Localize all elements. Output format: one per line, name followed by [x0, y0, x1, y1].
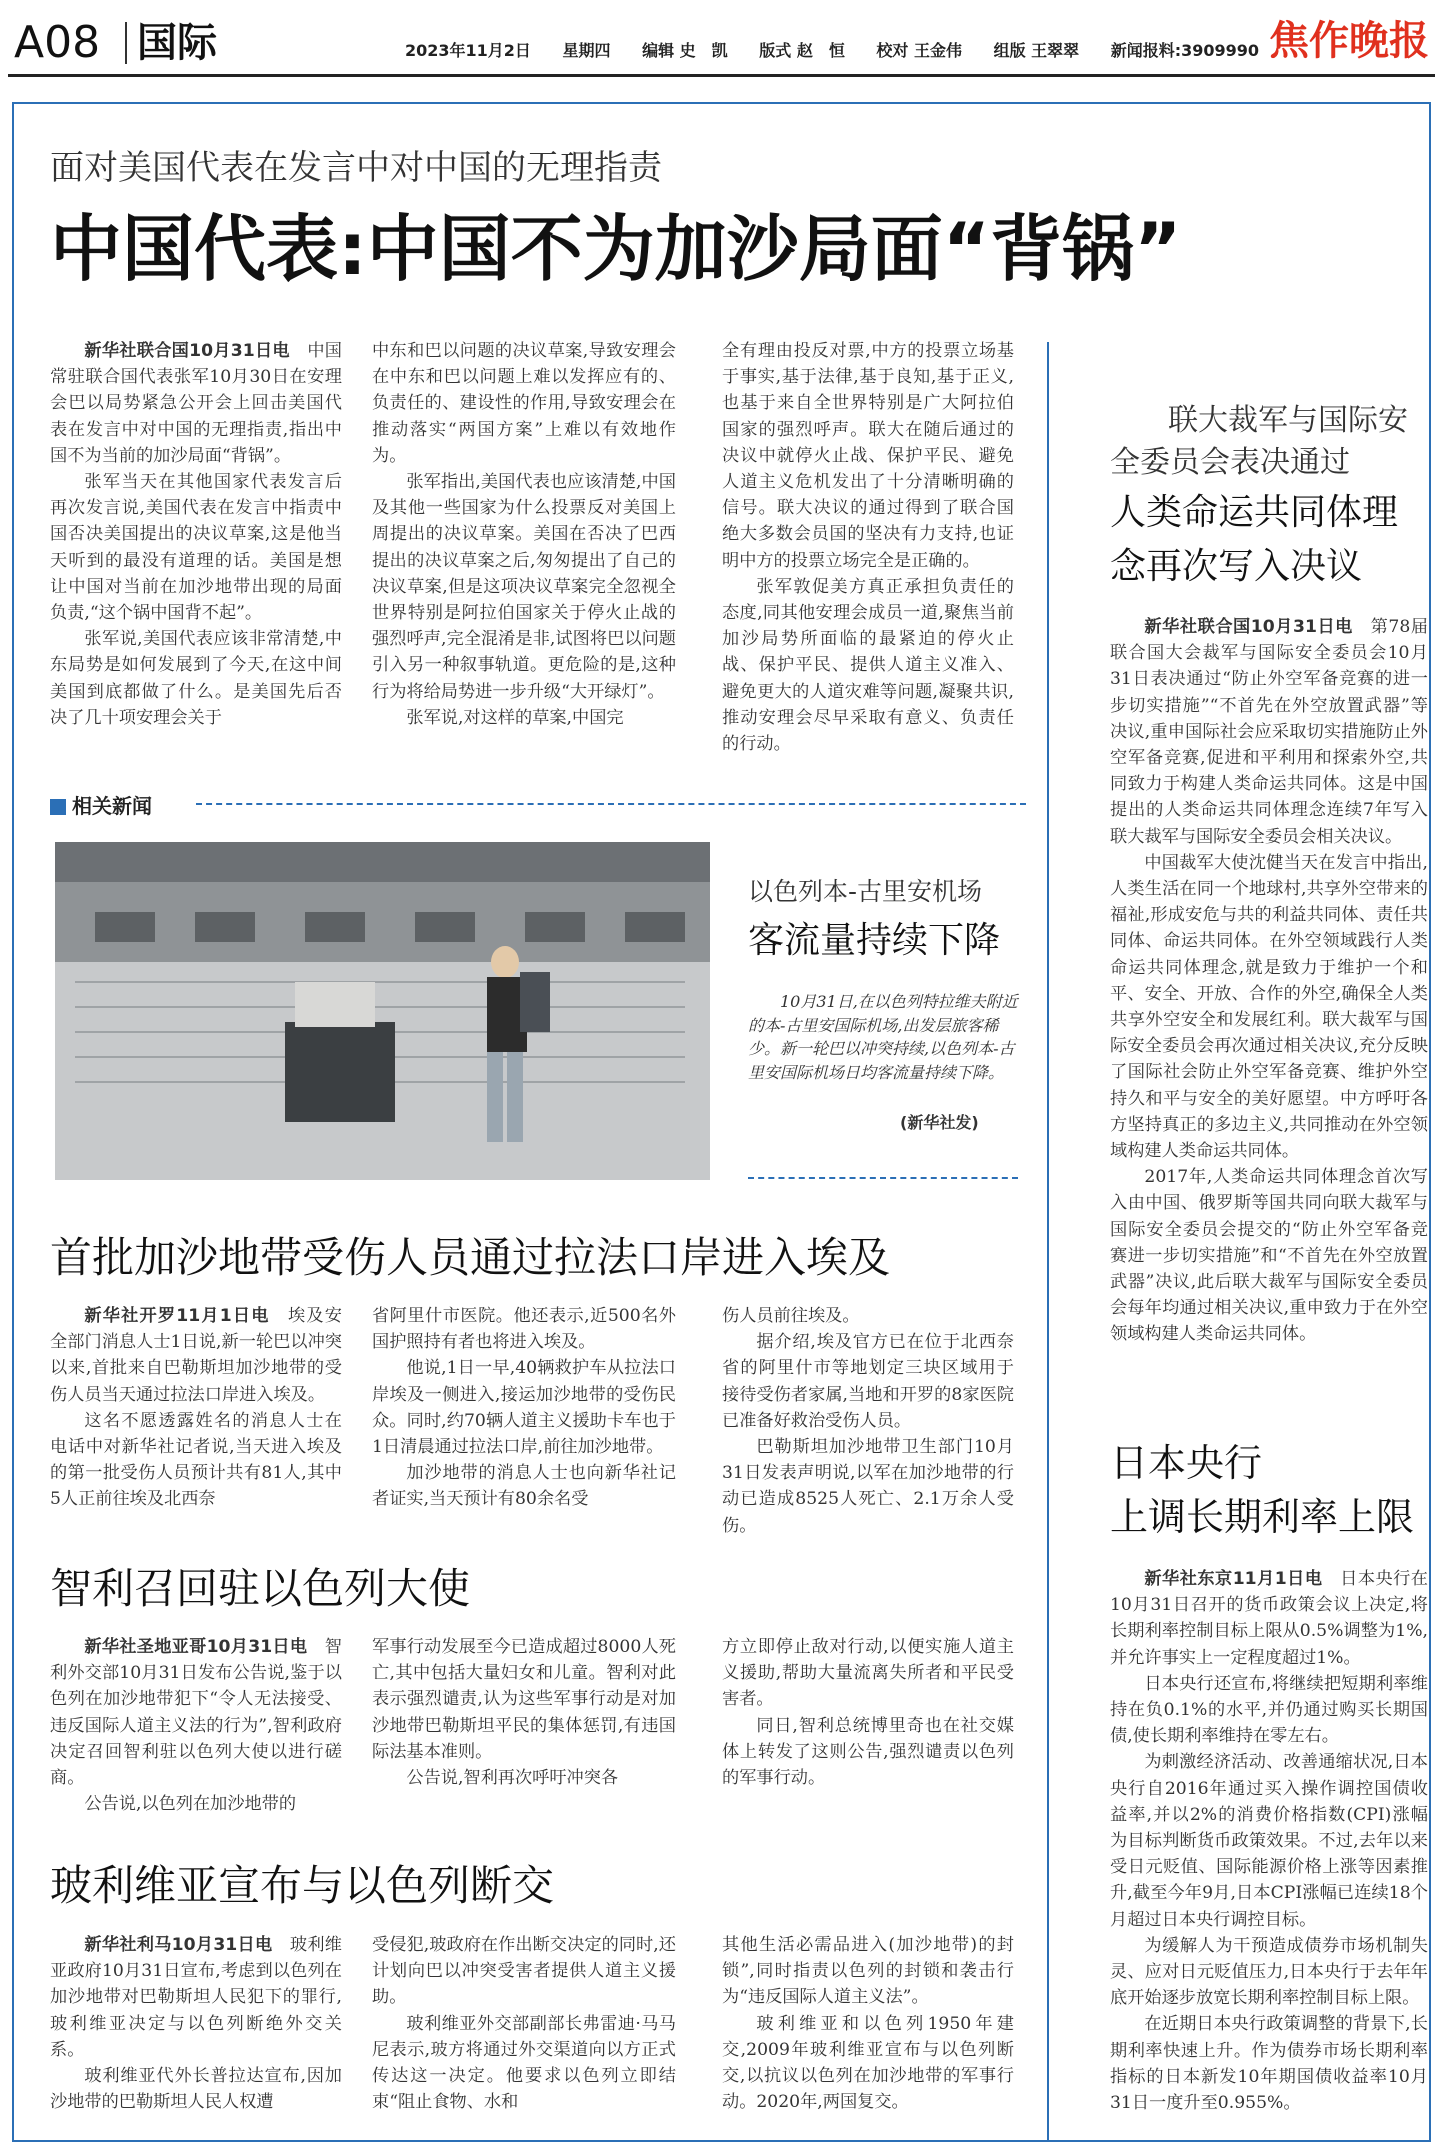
story-paragraph — [1110, 850, 1428, 1164]
story-paragraph — [722, 1434, 1014, 1539]
un-headline: 人类命运共同体理念再次写入决议 — [1110, 492, 1399, 587]
story-paragraph — [50, 338, 342, 469]
paragraph-text: 日本央行在10月31日召开的货币政策会议上决定,将长期利率控制目标上限从0.5%调整为1%,并允许事实上一定程度超过1%。 — [1110, 1569, 1428, 1668]
proofreader-credit: 校对 王金伟 — [876, 41, 962, 60]
paragraph-text: 伤人员前往埃及。 — [722, 1306, 860, 1326]
bolivia-column-2 — [372, 1932, 676, 2132]
un-kicker: 联大裁军与国际安全委员会表决通过 — [1110, 403, 1408, 480]
chile-column-2 — [372, 1634, 676, 1834]
bolivia-headline: 玻利维亚宣布与以色列断交 — [50, 1861, 555, 1910]
story-paragraph — [372, 1932, 676, 2011]
story-paragraph — [372, 338, 676, 469]
dateline: 新华社东京11月1日电 — [1144, 1569, 1341, 1589]
issue-weekday: 星期四 — [562, 41, 611, 60]
bolivia-column-1 — [50, 1932, 342, 2132]
dateline: 新华社联合国10月31日电 — [84, 341, 308, 361]
dateline: 新华社圣地亚哥10月31日电 — [84, 1637, 325, 1657]
paragraph-text: 为刺激经济活动、改善通缩状况,日本央行自2016年通过买入操作调控国债收益率,并以2%的消费价格指数(CPI)涨幅为目标判断货币政策效果。不过,去年以来受日元贬值、国际能源价格上涨等因素推升,截至今年9月,日本CPI涨幅已连续18个月超过日本央行调控目标。 — [1110, 1752, 1428, 1930]
gaza-column-2 — [372, 1303, 676, 1523]
photo-kicker: 以色列本-古里安机场 — [748, 877, 983, 906]
airport-terminal-image — [55, 842, 710, 1180]
layout-credit: 版式 赵 恒 — [759, 41, 845, 60]
paragraph-text: 2017年,人类命运共同体理念首次写入由中国、俄罗斯等国共同向联大裁军与国际安全委员会提交的“防止外空军备竞赛进一步切实措施”和“不首先在外空放置武器”决议,此后联大裁军与国际安全委员会每年均通过相关决议,重申致力于在外空领域构建人类命运共同体。 — [1110, 1167, 1428, 1345]
airport-photo — [55, 842, 710, 1180]
news-hotline: 新闻报料:3909990 — [1110, 41, 1260, 60]
story-paragraph — [50, 1303, 342, 1408]
paragraph-text: 玻利维亚政府10月31日宣布,考虑到以色列在加沙地带对巴勒斯坦人民犯下的罪行,玻利维亚决定与以色列断绝外交关系。 — [50, 1935, 342, 2060]
bolivia-column-3 — [722, 1932, 1014, 2132]
paragraph-text: 张军说,美国代表应该非常清楚,中东局势是如何发展到了今天,在这中间美国到底都做了什么。是美国先后否决了几十项安理会关于 — [50, 629, 342, 728]
gaza-column-1 — [50, 1303, 342, 1523]
paragraph-text: 全有理由投反对票,中方的投票立场基于事实,基于法律,基于良知,基于正义,也基于来自全世界特别是广大阿拉伯国家的强烈呼声。联大在随后通过的决议中就停火止战、保护平民、避免人道主义危机发出了十分清晰明确的信号。联大决议的通过得到了联合国绝大多数会员国的坚决有力支持,也证明中方的投票立场完全是正确的。 — [722, 341, 1014, 571]
japan-headline-line1: 日本央行 — [1110, 1441, 1263, 1485]
story-paragraph — [1110, 614, 1428, 850]
story-paragraph — [722, 1303, 1014, 1329]
un-story-body — [1110, 614, 1428, 1378]
related-divider — [196, 803, 1026, 805]
story-paragraph — [722, 574, 1014, 757]
group-credit: 组版 王翠翠 — [993, 41, 1080, 60]
paragraph-text: 张军当天在其他国家代表发言后再次发言说,美国代表在发言中指责中国否决美国提出的决议草案,这是他当天听到的最没有道理的话。美国是想让中国对当前在加沙地带出现的局面负责,“这个锅中国背不起”。 — [50, 472, 342, 624]
story-paragraph — [50, 626, 342, 731]
story-paragraph — [50, 1932, 342, 2063]
paragraph-text: 同日,智利总统博里奇也在社交媒体上转发了这则公告,强烈谴责以色列的军事行动。 — [722, 1715, 1014, 1789]
dateline: 新华社利马10月31日电 — [84, 1935, 290, 1955]
photo-headline: 客流量持续下降 — [748, 920, 1001, 961]
gaza-headline: 首批加沙地带受伤人员通过拉法口岸进入埃及 — [50, 1233, 891, 1282]
paragraph-text: 玻利维亚代外长普拉达宣布,因加沙地带的巴勒斯坦人民人权遭 — [50, 2066, 342, 2113]
photo-credit: (新华社发) — [900, 1113, 979, 1132]
paragraph-text: 埃及安全部门消息人士1日说,新一轮巴以冲突以来,首批来自巴勒斯坦加沙地带的受伤人员当天通过拉法口岸进入埃及。 — [50, 1306, 342, 1405]
story-paragraph — [722, 1932, 1014, 2011]
page-number: A08 — [14, 17, 101, 68]
paragraph-text: 公告说,智利再次呼吁冲突各 — [406, 1768, 619, 1789]
editor-credit: 编辑 史 凯 — [642, 41, 728, 60]
paragraph-text: 中国常驻联合国代表张军10月30日在安理会巴以局势紧急公开会上回击美国代表在发言中对中国的无理指责,指出中国不为当前的加沙局面“背锅”。 — [50, 341, 342, 466]
story-paragraph — [50, 469, 342, 626]
paragraph-text: 中东和巴以问题的决议草案,导致安理会在中东和巴以问题上难以发挥应有的、负责任的、建设性的作用,导致安理会在推动落实“两国方案”上难以有效地作为。 — [372, 341, 676, 466]
sidebar-divider — [1047, 342, 1049, 2142]
story-paragraph — [1110, 1566, 1428, 1671]
japan-story-body — [1110, 1566, 1428, 2136]
story-paragraph — [1110, 1164, 1428, 1347]
story-paragraph — [722, 1329, 1014, 1434]
lead-kicker: 面对美国代表在发言中对中国的无理指责 — [50, 148, 662, 188]
paragraph-text: 巴勒斯坦加沙地带卫生部门10月31日发表声明说,以军在加沙地带的行动已造成8525人死亡、2.1万余人受伤。 — [722, 1437, 1014, 1536]
photo-caption: 10月31日,在以色列特拉维夫附近的本-古里安国际机场,出发层旅客稀少。新一轮巴以冲突持续,以色列本-古里安国际机场日均客流量持续下降。 — [748, 992, 1018, 1082]
story-paragraph — [1110, 1749, 1428, 1932]
chile-column-1 — [50, 1634, 342, 1834]
story-paragraph — [1110, 1671, 1428, 1750]
paragraph-text: 张军敦促美方真正承担负责任的态度,同其他安理会成员一道,聚焦当前加沙局势所面临的最紧迫的停火止战、保护平民、提供人道主义准入、避免更大的人道灾难等问题,凝聚共识,推动安理会尽早采取有意义、负责任的行动。 — [722, 576, 1014, 755]
masthead-info — [405, 38, 1285, 61]
story-paragraph — [50, 1634, 342, 1791]
paragraph-text: 据介绍,埃及官方已在位于北西奈省的阿里什市等地划定三块区域用于接待受伤者家属,当地和开罗的8家医院已准备好救治受伤人员。 — [722, 1332, 1014, 1431]
issue-date: 2023年11月2日 — [405, 41, 531, 60]
paragraph-text: 其他生活必需品进入(加沙地带)的封锁”,同时指责以色列的封锁和袭击行为“违反国际人道主义法”。 — [722, 1935, 1014, 2008]
masthead-rule — [8, 74, 1435, 77]
paragraph-text: 智利外交部10月31日发布公告说,鉴于以色列在加沙地带犯下“令人无法接受、违反国际人道主义法的行为”,智利政府决定召回智利驻以色列大使以进行磋商。 — [50, 1637, 342, 1789]
story-paragraph — [50, 1791, 342, 1817]
story-paragraph — [722, 338, 1014, 574]
paragraph-text: 受侵犯,玻政府在作出断交决定的同时,还计划向巴以冲突受害者提供人道主义援助。 — [372, 1935, 676, 2008]
story-paragraph — [372, 705, 676, 731]
lead-column-1 — [50, 338, 342, 758]
paragraph-text: 张军说,对这样的草案,中国完 — [406, 707, 624, 728]
paragraph-text: 这名不愿透露姓名的消息人士在电话中对新华社记者说,当天进入埃及的第一批受伤人员预计共有81人,其中5人正前往埃及北西奈 — [50, 1410, 342, 1510]
lead-column-2 — [372, 338, 676, 758]
story-paragraph — [1110, 2011, 1428, 2116]
lead-headline: 中国代表:中国不为加沙局面“背锅” — [50, 207, 1182, 291]
paragraph-text: 军事行动发展至今已造成超过8000人死亡,其中包括大量妇女和儿童。智利对此表示强烈谴责,认为这些军事行动是对加沙地带巴勒斯坦平民的集体惩罚,有违国际法基本准则。 — [372, 1637, 676, 1762]
story-paragraph — [1110, 1933, 1428, 2012]
newspaper-brand-logo: 焦作晚报 — [1269, 17, 1429, 64]
paragraph-text: 加沙地带的消息人士也向新华社记者证实,当天预计有80余名受 — [372, 1463, 676, 1510]
story-paragraph — [372, 469, 676, 705]
dateline: 新华社开罗11月1日电 — [84, 1306, 289, 1326]
story-paragraph — [722, 2011, 1014, 2116]
chile-headline: 智利召回驻以色列大使 — [50, 1564, 471, 1613]
story-paragraph — [372, 1355, 676, 1460]
dateline: 新华社联合国10月31日电 — [1144, 617, 1371, 637]
section-title: 国际 — [137, 20, 217, 66]
paragraph-text: 玻利维亚和以色列1950年建交,2009年玻利维亚宣布与以色列断交,以抗议以色列在加沙地带的军事行动。2020年,两国复交。 — [722, 2013, 1014, 2113]
story-paragraph — [372, 1765, 676, 1791]
story-paragraph — [722, 1713, 1014, 1792]
story-paragraph — [372, 1460, 676, 1512]
story-paragraph — [372, 2011, 676, 2116]
photo-divider — [748, 1177, 1018, 1179]
square-bullet-icon — [50, 799, 66, 815]
paragraph-text: 公告说,以色列在加沙地带的 — [84, 1794, 297, 1815]
paragraph-text: 他说,1日一早,40辆救护车从拉法口岸埃及一侧进入,接运加沙地带的受伤民众。同时,约70辆人道主义援助卡车也于1日清晨通过拉法口岸,前往加沙地带。 — [372, 1358, 676, 1458]
related-news-label: 相关新闻 — [50, 790, 152, 819]
paragraph-text: 方立即停止敌对行动,以便实施人道主义援助,帮助大量流离失所者和平民受害者。 — [722, 1637, 1014, 1710]
paragraph-text: 在近期日本央行政策调整的背景下,长期利率快速上升。作为债券市场长期利率指标的日本新发10年期国债收益率10月31日一度升至0.955%。 — [1110, 2014, 1428, 2114]
story-paragraph — [50, 2063, 342, 2115]
story-paragraph — [372, 1634, 676, 1765]
paragraph-text: 张军指出,美国代表也应该清楚,中国及其他一些国家为什么投票反对美国上周提出的决议草案。美国在否决了巴西提出的决议草案之后,匆匆提出了自己的决议草案,但是这项决议草案完全忽视全世界特别是阿拉伯国家关于停火止战的强烈呼声,完全混淆是非,试图将巴以问题引入另一种叙事轨道。更危险的是,这种行为将给局势进一步升级“大开绿灯”。 — [372, 472, 676, 702]
story-paragraph — [722, 1634, 1014, 1713]
lead-column-3 — [722, 338, 1014, 758]
chile-column-3 — [722, 1634, 1014, 1834]
gaza-column-3 — [722, 1303, 1014, 1536]
paragraph-text: 为缓解人为干预造成债券市场机制失灵、应对日元贬值压力,日本央行于去年年底开始逐步放宽长期利率控制目标上限。 — [1110, 1935, 1428, 2009]
story-paragraph — [50, 1408, 342, 1513]
japan-headline-line2: 上调长期利率上限 — [1110, 1495, 1415, 1539]
masthead-divider — [125, 22, 127, 64]
paragraph-text: 中国裁军大使沈健当天在发言中指出,人类生活在同一个地球村,共享外空带来的福祉,形成安危与共的利益共同体、责任共同体、命运共同体。在外空领域践行人类命运共同体理念,就是致力于维护一个和平、安全、开放、合作的外空,确保全人类共享外空安全和发展红利。联大裁军与国际安全委员会再次通过相关决议,充分反映了国际社会防止外空军备竞赛、维护外空持久和平与安全的美好愿望。中方呼吁各方坚持真正的多边主义,共同推动在外空领域构建人类命运共同体。 — [1110, 852, 1428, 1162]
story-paragraph — [372, 1303, 676, 1355]
paragraph-text: 省阿里什市医院。他还表示,近500名外国护照持有者也将进入埃及。 — [372, 1306, 676, 1353]
paragraph-text: 第78届联合国大会裁军与国际安全委员会10月31日表决通过“防止外空军备竞赛的进一步切实措施”“不首先在外空放置武器”等决议,重申国际社会应采取切实措施防止外空军备竞赛,促进和平利用和探索外空,共同致力于构建人类命运共同体。这是中国提出的人类命运共同体理念连续7年写入联大裁军与国际安全委员会相关决议。 — [1110, 617, 1428, 847]
paragraph-text: 日本央行还宣布,将继续把短期利率维持在负0.1%的水平,并仍通过购买长期国债,使长期利率维持在零左右。 — [1110, 1673, 1428, 1747]
paragraph-text: 玻利维亚外交部副部长弗雷迪·马马尼表示,玻方将通过外交渠道向以方正式传达这一决定。他要求以色列立即结束“阻止食物、水和 — [372, 2013, 676, 2113]
